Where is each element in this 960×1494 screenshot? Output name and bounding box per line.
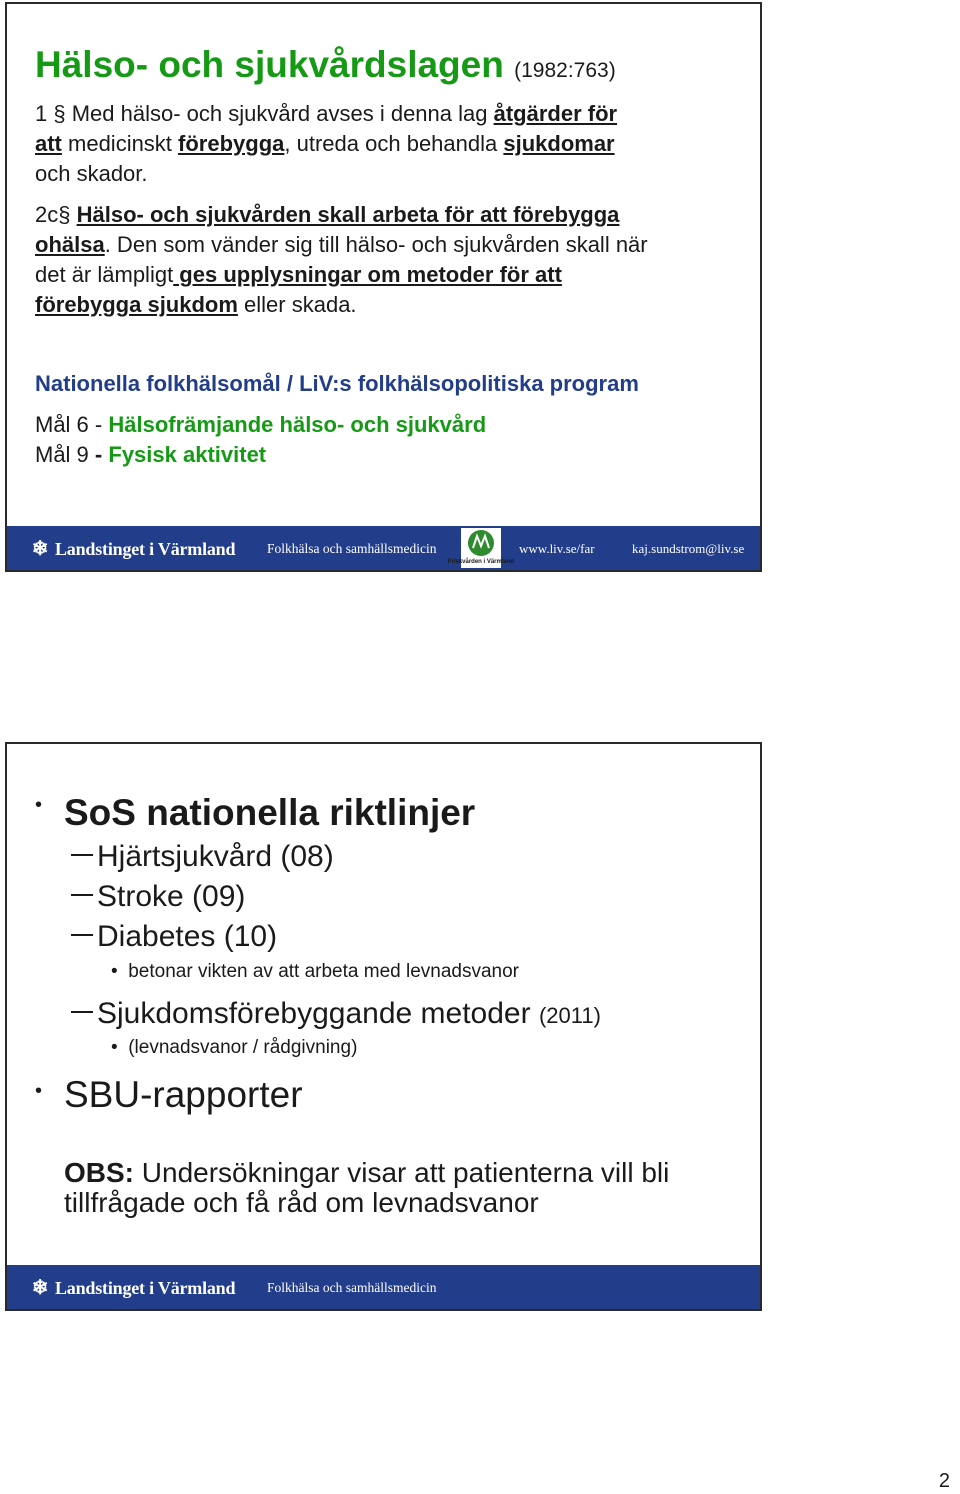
item-text: Sjukdomsförebyggande metoder xyxy=(97,997,531,1030)
list-item-stroke xyxy=(71,880,245,914)
item-text: Stroke (09) xyxy=(97,880,246,913)
goal-6 xyxy=(35,412,486,438)
bullet-icon: • xyxy=(35,794,43,816)
sbu-reports: SBU-rapporter xyxy=(64,1074,303,1115)
slide-footer xyxy=(7,1265,760,1309)
title-rest: - och sjukvårdslagen xyxy=(135,44,504,85)
page-number: 2 xyxy=(938,1470,950,1492)
dash-icon xyxy=(71,894,93,896)
slide-title xyxy=(35,44,616,86)
obs-label: OBS: xyxy=(64,1157,134,1188)
paragraph-2-line-3 xyxy=(35,260,562,290)
email-link[interactable]: kaj.sundstrom@liv.se xyxy=(632,541,745,556)
slide-1 xyxy=(5,2,762,572)
goal-6-label: Mål 6 - xyxy=(35,412,109,437)
landstinget-logo xyxy=(29,536,235,561)
obs-line-1 xyxy=(64,1157,669,1189)
badge-text: Friskvården i Värmland xyxy=(447,559,515,565)
p1-prefix: 1 § Med hälso- och sjukvård avses i denna lag xyxy=(35,101,488,126)
paragraph-1-line-2 xyxy=(35,129,615,159)
friskvarden-badge xyxy=(447,528,515,568)
landstinget-logo xyxy=(29,1275,235,1300)
p1-mid-2: , utreda och behandla xyxy=(284,131,504,156)
p1-underlined-1: åtgärder för xyxy=(493,101,618,126)
p2-underlined-4: förebygga sjukdom xyxy=(35,292,238,317)
logo-text: Landstinget i Värmland xyxy=(55,1278,236,1298)
sub-text: (levnadsvanor / rådgivning) xyxy=(128,1037,358,1058)
goal-9 xyxy=(35,442,266,468)
goal-9-label: Mål 9 xyxy=(35,442,95,467)
goal-9-dash: - xyxy=(94,442,109,467)
p2-line3a: det är lämpligt xyxy=(35,262,174,287)
p1-underlined-4: sjukdomar xyxy=(503,131,615,156)
paragraph-2-line-1 xyxy=(35,200,619,230)
national-goals-heading: Nationella folkhälsomål / LiV:s folkhälsopolitiska program xyxy=(35,371,639,396)
paragraph-1-line-1 xyxy=(35,99,617,129)
list-item-prevention xyxy=(71,997,601,1031)
dash-icon xyxy=(71,854,93,856)
item-text: Hjärtsjukvård (08) xyxy=(97,840,334,873)
slide-footer xyxy=(7,526,760,570)
website-link[interactable]: www.liv.se/far xyxy=(519,541,595,556)
sub-text: betonar vikten av att arbeta med levnadsvanor xyxy=(128,961,520,982)
bullet-icon: • xyxy=(35,1080,43,1102)
sos-guidelines-heading: SoS nationella riktlinjer xyxy=(64,792,476,833)
p2-underlined-1: Hälso- och sjukvården skall arbeta för att förebygga xyxy=(76,202,620,227)
diabetes-sub-bullet: • betonar vikten av att arbeta med levnadsvanor xyxy=(111,961,520,982)
prevention-sub-bullet: • (levnadsvanor / rådgivning) xyxy=(111,1037,358,1058)
goal-9-text: Fysisk aktivitet xyxy=(108,442,267,467)
department-name: Folkhälsa och samhällsmedicin xyxy=(267,541,437,556)
list-item-diabetes xyxy=(71,920,277,954)
title-green-part: Hälso xyxy=(35,44,136,85)
dash-icon xyxy=(71,1011,93,1013)
obs-line-2: tillfrågade och få råd om levnadsvanor xyxy=(64,1187,539,1218)
paragraph-1-line-3: och skador. xyxy=(35,161,148,186)
p2-underlined-3: ges upplysningar om metoder för att xyxy=(173,262,562,287)
p1-mid: medicinskt xyxy=(61,131,179,156)
logo-text: Landstinget i Värmland xyxy=(55,539,236,559)
p2-underlined-2: ohälsa xyxy=(35,232,105,257)
paragraph-2-line-4 xyxy=(35,290,357,320)
item-year: (2011) xyxy=(538,1003,601,1028)
p1-underlined-2: att xyxy=(35,131,62,156)
item-text: Diabetes (10) xyxy=(97,920,278,953)
list-item-heart xyxy=(71,840,334,874)
p2-end: eller skada. xyxy=(237,292,357,317)
goal-6-text: Hälsofrämjande hälso- och sjukvård xyxy=(108,412,487,437)
p2-prefix: 2c§ xyxy=(35,202,77,227)
paragraph-2-line-2 xyxy=(35,230,648,260)
p2-rest: . Den som vänder sig till hälso- och sjukvården skall när xyxy=(104,232,648,257)
snowflake-icon: ❄ xyxy=(31,538,49,560)
title-ref: (1982:763) xyxy=(514,59,616,82)
snowflake-icon: ❄ xyxy=(31,1277,49,1299)
p1-underlined-3: förebygga xyxy=(178,131,285,156)
department-name: Folkhälsa och samhällsmedicin xyxy=(267,1280,437,1295)
slide-2 xyxy=(5,742,762,1311)
dash-icon xyxy=(71,934,93,936)
obs-text-1: Undersökningar visar att patienterna vill bli xyxy=(134,1157,670,1188)
